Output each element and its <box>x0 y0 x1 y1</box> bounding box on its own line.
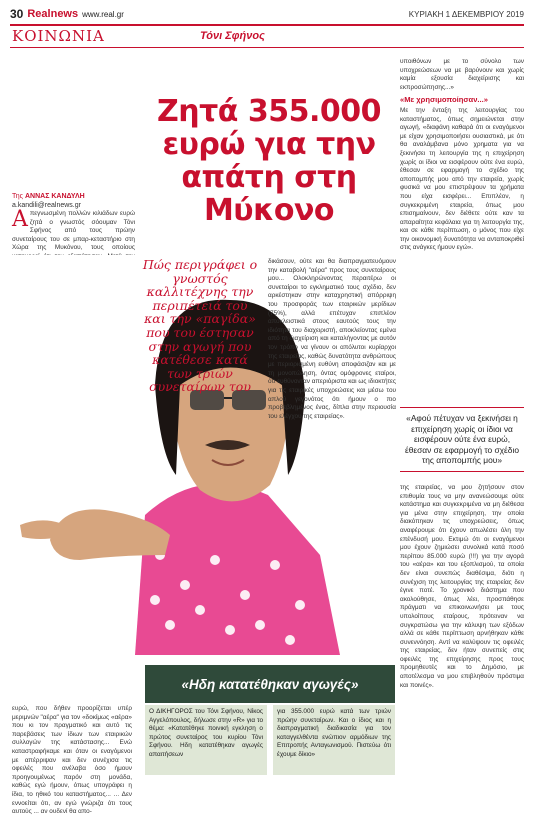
issue-date: ΚΥΡΙΑΚΗ 1 ΔΕΚΕΜΒΡΙΟΥ 2019 <box>408 9 524 19</box>
section-rule <box>10 47 524 48</box>
sidebar-box-col-1: Ο ΔΙΚΗΓΟΡΟΣ του Τόνι Σφήνου, Νίκος Αγγελόπουλος, δήλωσε στην «R» για το θέμα: «Κατατέθηκε ποινική εγκληση ο πρώτος συνεταίρος του κυρίου Τόνι Σφήνου. Ηδη κατατέθηκαν αγωγές απαιτήσεων <box>145 705 267 775</box>
sidebar-box-title <box>145 665 395 703</box>
section-title: ΚΟΙΝΩΝΙΑ <box>12 27 105 45</box>
page-header <box>10 6 524 22</box>
right-column <box>400 58 524 255</box>
right-column-lower <box>400 484 524 692</box>
right-paragraph-2: Με την ένταξη της λειτουργίας του καταστήματος, όπως σημειώνεται στην αγωγή, «διαφάνη καθαρά ότι οι εναγόμενοι με είχαν χρησιμοποιήσει ουσιαστικά, με ότι θα αναλάμβανα μόνο χρηματα για να ξεκινήσει τη λειτουργία της η επιχείρηση χωρίς οι ίδιοι να εισφέρουν ούτε ένα ευρώ, έθεσαν σε εφαρμογή το σχέδιο της αποπομπής μου από την εταιρεία, χωρίς φυσικά να μου επιστρέψουν τα χρήματα που είχα εισφέρει... Επιπλέον, η συγκεκριμένη εταιρεία, όπως μου επισημαίνουν, δεν διέθετε ούτε καν τα απαραίτητα κεφάλαια για τη λειτουργία της, και σε κάθε περίπτωση, ο μόνος που είχε την οικονομική δυνατότητα να ανταποκριθεί στις ανάγκες ήμουν εγώ». <box>400 106 524 252</box>
byline <box>12 193 132 209</box>
headline: Ζητά 355.000 ευρώ για την απάτη στη Μύκονο <box>157 94 381 228</box>
center-paragraph: δικάσουν, ούτε και θα διαπραγματευόμουν την καταβολή "αέρα" προς τους συνεταίρους μου... Ολοκληρώνοντας περαιτέρω οι συνεταίροι το εγκληματικό τους σχέδιο, δεν αρκέστηκαν στην καταχρηστική απόρριψη του προσφοράς των εταιρικών μερίδιων (75%), αλλά επέτυχαν επιπλέον αποκλειστικά στους εαυτούς τους την ιδιότητα του διαχειριστή, αποκλείοντας εμένα από τη διαχείριση και καταλήγοντας με αυτόν τον τρόπο να γίνουν οι απόλυτοι κυρίαρχοι της εταιρείας, καθώς δυνατότητα ανθρώπους με περιορισμένη ευθύνη αποφάσιζαν και με τη μονοπώληση, όντας ομόφρονες εταίροι, ότι ευθύνονταν απεριόριστα και ως ιδιοκτήτες για τις εταιρικές υποχρεώσεις και μέσω του απλού γεγονότος ότι ήμουν ο πιο προβεβλημένος ένας, δίπλα στην περιουσία του ελέγχου της εταιρείας». <box>268 258 396 420</box>
sidebar-box-heading: «Ηδη κατατέθηκαν αγωγές» <box>181 676 359 692</box>
header-rule <box>10 24 524 26</box>
subhead-used-me: «Με χρησιμοποίησαν...» <box>400 95 488 105</box>
byline-name: ΑΝΝΑΣ ΚΑΝΔΥΛΗ <box>24 193 85 200</box>
center-column <box>268 258 396 423</box>
drop-cap: Α <box>12 207 28 232</box>
page-number: 30 <box>10 7 24 21</box>
sidebar-box-columns <box>145 705 395 775</box>
bottom-left-column <box>12 705 132 819</box>
brand-logo: Realnews <box>27 8 79 20</box>
right-paragraph-1: υποιθόνων με το σύνολο των υποχρεώσεων να με βαρύνουν και χωρίς καμία εξουσία διαχείρισης και εκπροσώπησης...» <box>400 58 524 91</box>
sidebar-box-col-2: για 355.000 ευρώ κατά των τριών πρώην συνεταίρων. Και ο ίδιος και η διαπραγματική διαδικασία για τον καταγγελθέντα ενώπιον αρμόδιων της Επιτροπής Ανταγωνισμού. Πιστεύω ότι έχουμε δίκιο» <box>273 705 395 775</box>
article-intro: Πώς περιγράφει ο γνωστός καλλιτέχνης την περιπέτειά του και την «παγίδα» που του έστησαν στην αγωγή που κατέθεσε κατά των τριών συνεταίρων του <box>142 257 258 395</box>
byline-email: a.kandili@realnews.gr <box>12 202 81 209</box>
brand-url: www.real.gr <box>82 9 124 19</box>
pull-quote: «Αφού πέτυχαν να ξεκινήσει η επιχείρηση χωρίς οι ίδιοι να εισφέρουν ούτε ένα ευρώ, έθεσαν σε εφαρμογή το σχέδιο της αποπομπής μου» <box>400 407 524 472</box>
bottom-left-paragraph: ευρώ, που δήθεν προορίζεται υπέρ μεριμνών "αέρα" για τον «δοκίμως «αέρα» που κι τον πραγματικό και αυτό τις παρεβάσεις των ίδιων των εταιρικών συλλογών της κατάστασης... Ενώ καταστραφήκαμε και όταν οι εναγόμενοι με απέρριψαν και δεν συνέχισα τις οφειλές που ανέλαβα όσο ήμουν προηγουμένως παρόν στη μονάδα, καθώς εγώ ήμουν, όπως υπογράφει η ίδια, το ηθικό του καταστήματος... ... Δεν εννοείται ότι, αν εγώ γνώριζα ότι τους αυτούς ... αν ουδενί θα απο- <box>12 705 132 816</box>
subject-name: Τόνι Σφήνος <box>200 30 265 42</box>
right-paragraph-3: της εταιρείας, να μου ζητήσουν στον επιθυμία τους να μην ανανεώσουμε ούτε κατάστημα και συγκεκριμένα να μη διέθεσα για μένα στην επιχείρηση, την οποία διακόπηκαν τις υποχρεώσεις, όπως αναφέρουμε ότι έχουν απωλέσει όλη την επένδυσή μου. Εκτιμώ ότι οι εναγόμενοι μου έχουν ζημιώσει συνολικά κατά ποσό περίπου 85.000 ευρώ (!!!) για την αγορά του «αέρα» και του εξοπλισμού, τα οποία δεν είναι συνεπώς διαθέσιμα, διότι η συνέχιση της λειτουργίας της εταιρείας δεν έγινε ποτέ. Το χρονικό διάστημα που ακολούθησε, όπως λέει, προσπάθησε πράγματι να επικοινωνήσει με τους υπολοίπους εταίρους, πρότειναν να συγκρατώσω για την κάλυψη των εξόδων αλλά σε κάθε περίπτωση αρνήθηκαν κάθε συνεννόηση. Αντί να καλύψουν τις οφειλές της εταιρείας, δεν ήταν συνεπείς στις οφειλές της επιχείρησης προς τους προμηθευτές και το Δημόσιο, με αποτέλεσμα να μου επιβληθούν πρόστιμα και ποινές». <box>400 484 524 689</box>
lead-text: πεγνωσμένη πολλών κιλιάδων ευρώ ζητά ο γνωστός σόουμαν Τόνι Σφήνος από τους πρώην συνεταίρους του σε μπαρ-κεταστήριο στη Χώρα της Μυκόνου, τους οποίους <box>12 210 135 252</box>
byline-prefix: Της <box>12 193 24 200</box>
